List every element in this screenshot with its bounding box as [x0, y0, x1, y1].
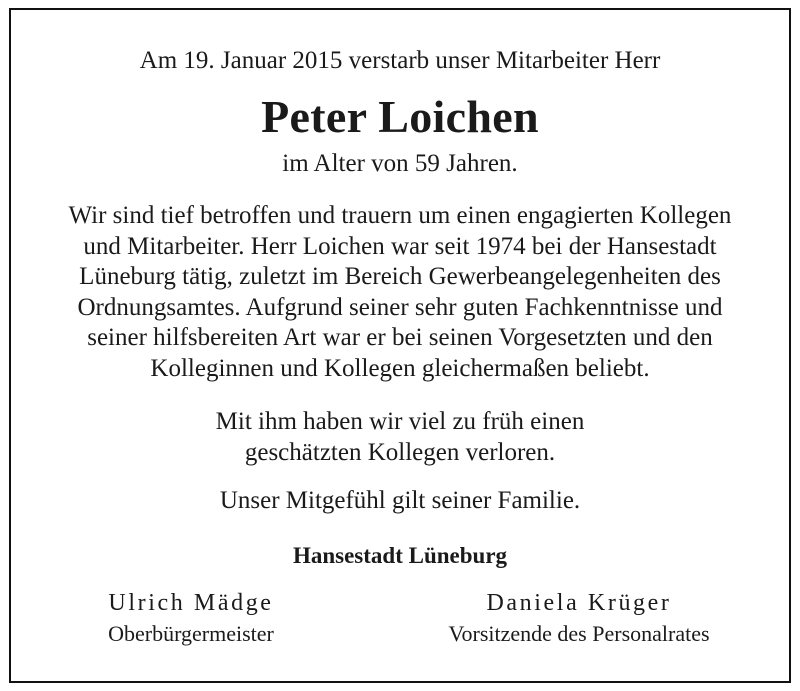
- signatory-name: Daniela Krüger: [486, 590, 672, 616]
- age-text: im Alter von 59 Jahren.: [282, 150, 518, 177]
- signatory-title: Vorsitzende des Personalrates: [448, 621, 710, 646]
- loss-line: geschätzten Kollegen verloren.: [244, 439, 556, 466]
- deceased-name: Peter Loichen: [261, 91, 539, 142]
- signatory-council-chair: [409, 588, 749, 648]
- signatory-title: Oberbürgermeister: [108, 621, 274, 646]
- organization-name: Hansestadt Lüneburg: [292, 543, 508, 568]
- signatory-mayor: [71, 588, 311, 648]
- tribute-line: Lüneburg tätig, zuletzt im Bereich Gewerbeangelegenheiten des: [79, 263, 721, 290]
- signatory-name: Ulrich Mädge: [108, 590, 274, 616]
- tribute-line: und Mitarbeiter. Herr Loichen war seit 1974 bei der Hansestadt: [83, 232, 717, 260]
- intro-text: Am 19. Januar 2015 verstarb unser Mitarbeiter Herr: [139, 47, 661, 74]
- loss-line: Mit ihm haben wir viel zu früh einen: [215, 408, 585, 435]
- sympathy-text: Unser Mitgefühl gilt seiner Familie.: [219, 487, 581, 514]
- loss-statement: [11, 406, 789, 468]
- obituary-notice: [9, 8, 791, 683]
- tribute-line: Kolleginnen und Kollegen gleichermaßen beliebt.: [150, 354, 650, 382]
- tribute-paragraph: [11, 201, 789, 384]
- tribute-line: Ordnungsamtes. Aufgrund seiner sehr guten Fachkenntnisse und: [77, 293, 723, 321]
- tribute-line: seiner hilfsbereiten Art war er bei seinen Vorgesetzten und den: [87, 324, 713, 351]
- tribute-line: Wir sind tief betroffen und trauern um einen engagierten Kollegen: [68, 202, 732, 229]
